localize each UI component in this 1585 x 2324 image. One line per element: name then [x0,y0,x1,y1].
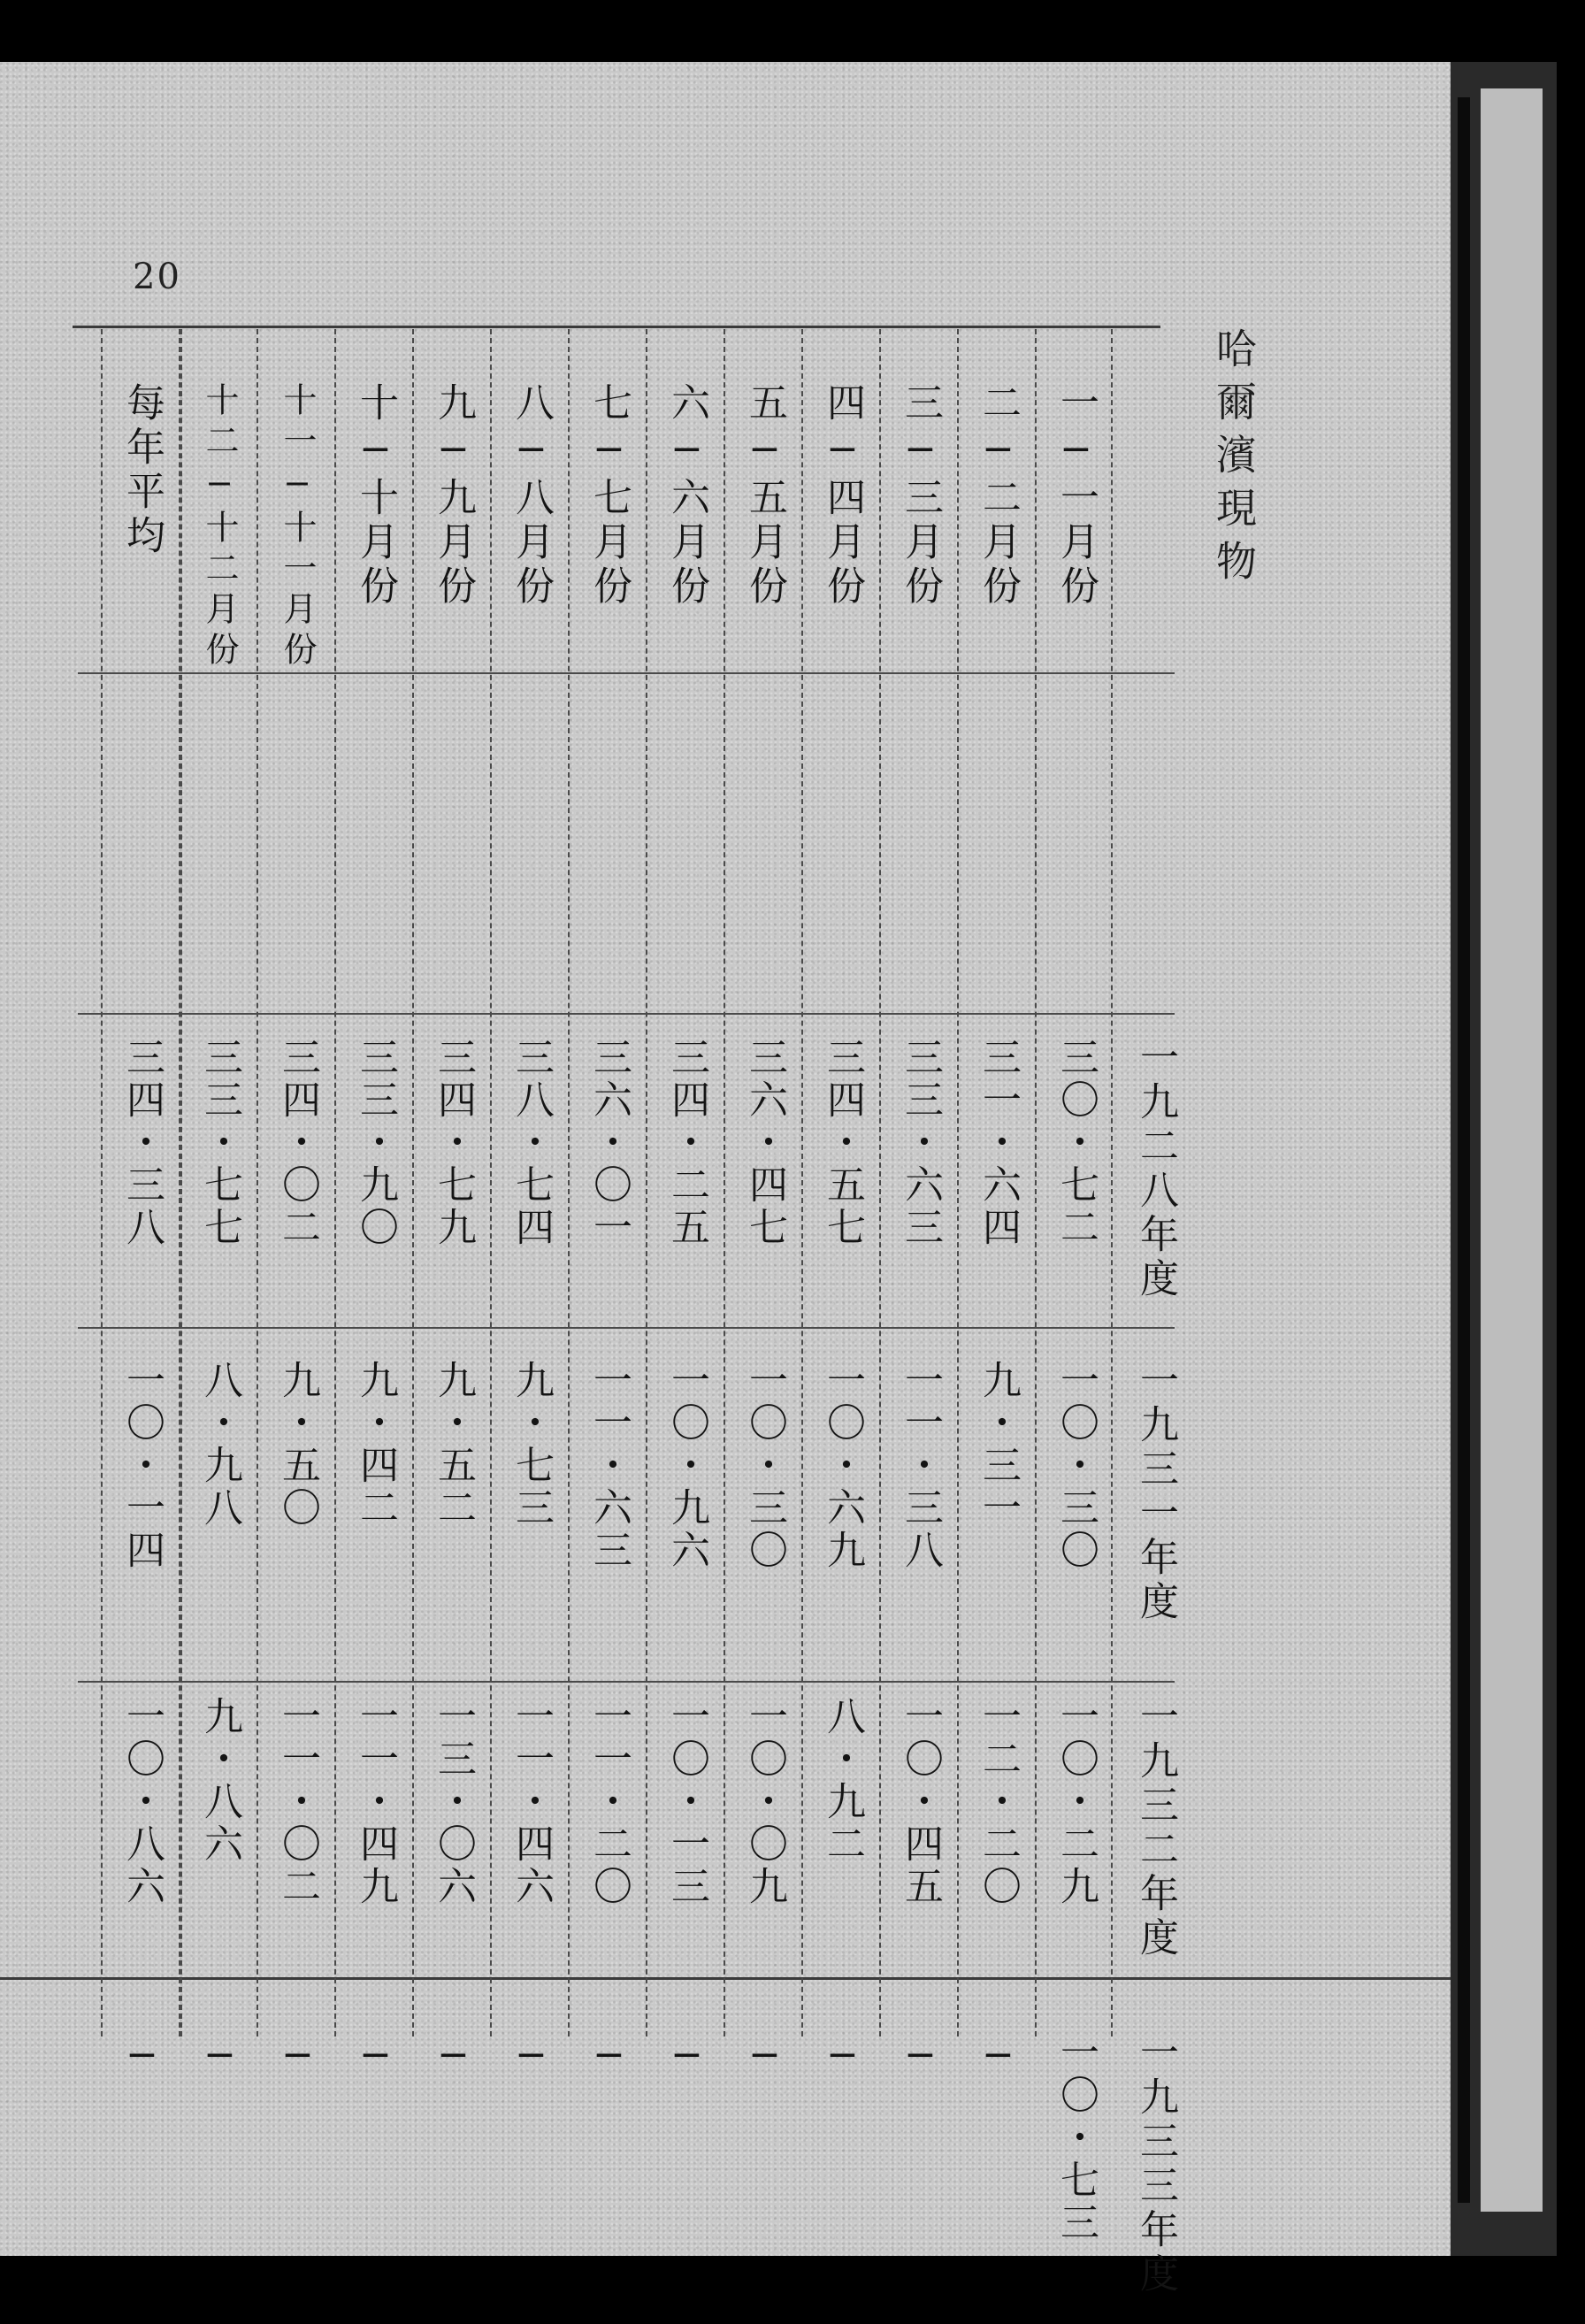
value-1931: 一一・六三 [586,1360,632,1572]
row-divider [78,1013,1175,1015]
average-label: 每年平均 [119,382,165,559]
month-label: 九−九月份 [431,382,476,610]
value-1931: 八・九八 [197,1360,242,1530]
year-label-1928: 一九二八年度 [1133,1037,1178,1302]
value-1932: 一三・〇六 [431,1696,476,1908]
column-month-8 [490,329,570,2081]
value-1931: 一〇・九六 [664,1360,709,1572]
column-month-12 [179,329,258,2081]
month-label: 三−三月份 [898,382,943,610]
month-label: 一−一月份 [1053,382,1099,610]
value-1932: 一〇・四五 [898,1696,943,1908]
month-label: 二−二月份 [976,382,1021,610]
value-1933: − [275,2032,320,2081]
value-1931: 一〇・六九 [820,1360,865,1572]
value-1928: 三四・三八 [119,1037,165,1249]
value-1932: 一一・二〇 [586,1696,632,1908]
year-header-column [1111,329,1198,2297]
month-label: 七−七月份 [586,382,632,610]
column-month-7 [568,329,647,2081]
column-annual-average [101,329,182,2081]
year-label-1933: 一九三三年度 [1133,2032,1178,2297]
value-1928: 三四・五七 [820,1037,865,1249]
value-1931: 九・四二 [353,1360,398,1530]
value-1932: 一二・二〇 [976,1696,1021,1908]
value-1928: 三三・七七 [197,1037,242,1249]
value-1931: 九・五二 [431,1360,476,1530]
value-1933: − [976,2032,1021,2081]
year-label-1931: 一九三一年度 [1133,1360,1178,1625]
row-divider [78,1327,1175,1329]
value-1931: 九・七三 [509,1360,554,1530]
value-1933: − [820,2032,865,2081]
value-1932: 一一・〇二 [275,1696,320,1908]
value-1933: 一〇・七三 [1053,2032,1099,2244]
value-1931: 九・五〇 [275,1360,320,1530]
value-1933: − [119,2032,165,2081]
table-title: 哈爾濱現物 [1210,327,1258,593]
spine-edge [1458,97,1470,2203]
value-1931: 一〇・三〇 [742,1360,787,1572]
value-1933: − [197,2032,242,2081]
value-1933: − [898,2032,943,2081]
value-1931: 一〇・三〇 [1053,1360,1099,1572]
next-page-strip [1481,88,1543,2212]
value-1933: − [353,2032,398,2081]
value-1933: − [431,2032,476,2081]
month-label: 十−十月份 [353,382,398,610]
value-1932: 八・九二 [820,1696,865,1866]
month-label: 十二−十二月份 [200,382,239,672]
column-month-1 [1035,329,1114,2244]
value-1928: 三三・六三 [898,1037,943,1249]
value-1931: 一〇・一四 [119,1360,165,1572]
value-1933: − [664,2032,709,2081]
column-month-5 [724,329,803,2081]
value-1928: 三一・六四 [976,1037,1021,1249]
book-spine [1451,62,1557,2256]
value-1928: 三六・四七 [742,1037,787,1249]
row-divider [78,672,1175,674]
value-1932: 九・八六 [197,1696,242,1866]
value-1928: 三〇・七二 [1053,1037,1099,1249]
month-label: 八−八月份 [509,382,554,610]
value-1933: − [586,2032,632,2081]
month-label: 五−五月份 [742,382,787,610]
value-1928: 三八・七四 [509,1037,554,1249]
row-divider [78,1681,1175,1683]
value-1932: 一一・四九 [353,1696,398,1908]
value-1932: 一〇・二九 [1053,1696,1099,1908]
column-month-11 [257,329,336,2081]
value-1932: 一一・四六 [509,1696,554,1908]
value-1928: 三四・七九 [431,1037,476,1249]
value-1932: 一〇・八六 [119,1696,165,1908]
column-month-9 [412,329,492,2081]
value-1928: 三六・〇一 [586,1037,632,1249]
month-label: 四−四月份 [820,382,865,610]
month-label: 十一−十一月份 [278,382,317,672]
value-1931: 一一・三八 [898,1360,943,1572]
value-1933: − [509,2032,554,2081]
value-1928: 三三・九〇 [353,1037,398,1249]
column-month-3 [879,329,959,2081]
column-month-2 [957,329,1037,2081]
column-month-10 [334,329,414,2081]
column-month-6 [646,329,725,2081]
value-1932: 一〇・一三 [664,1696,709,1908]
value-1928: 三四・〇二 [275,1037,320,1249]
year-label-1932: 一九三二年度 [1133,1696,1178,1961]
value-1933: − [742,2032,787,2081]
month-label: 六−六月份 [664,382,709,610]
page-number: 20 [133,257,181,297]
table-top-rule [73,326,1160,328]
scan-border-right [1557,0,1585,2321]
value-1931: 九・三一 [976,1360,1021,1530]
value-1928: 三四・二五 [664,1037,709,1249]
scan-border-top [0,0,1585,62]
column-month-4 [801,329,881,2081]
value-1932: 一〇・〇九 [742,1696,787,1908]
